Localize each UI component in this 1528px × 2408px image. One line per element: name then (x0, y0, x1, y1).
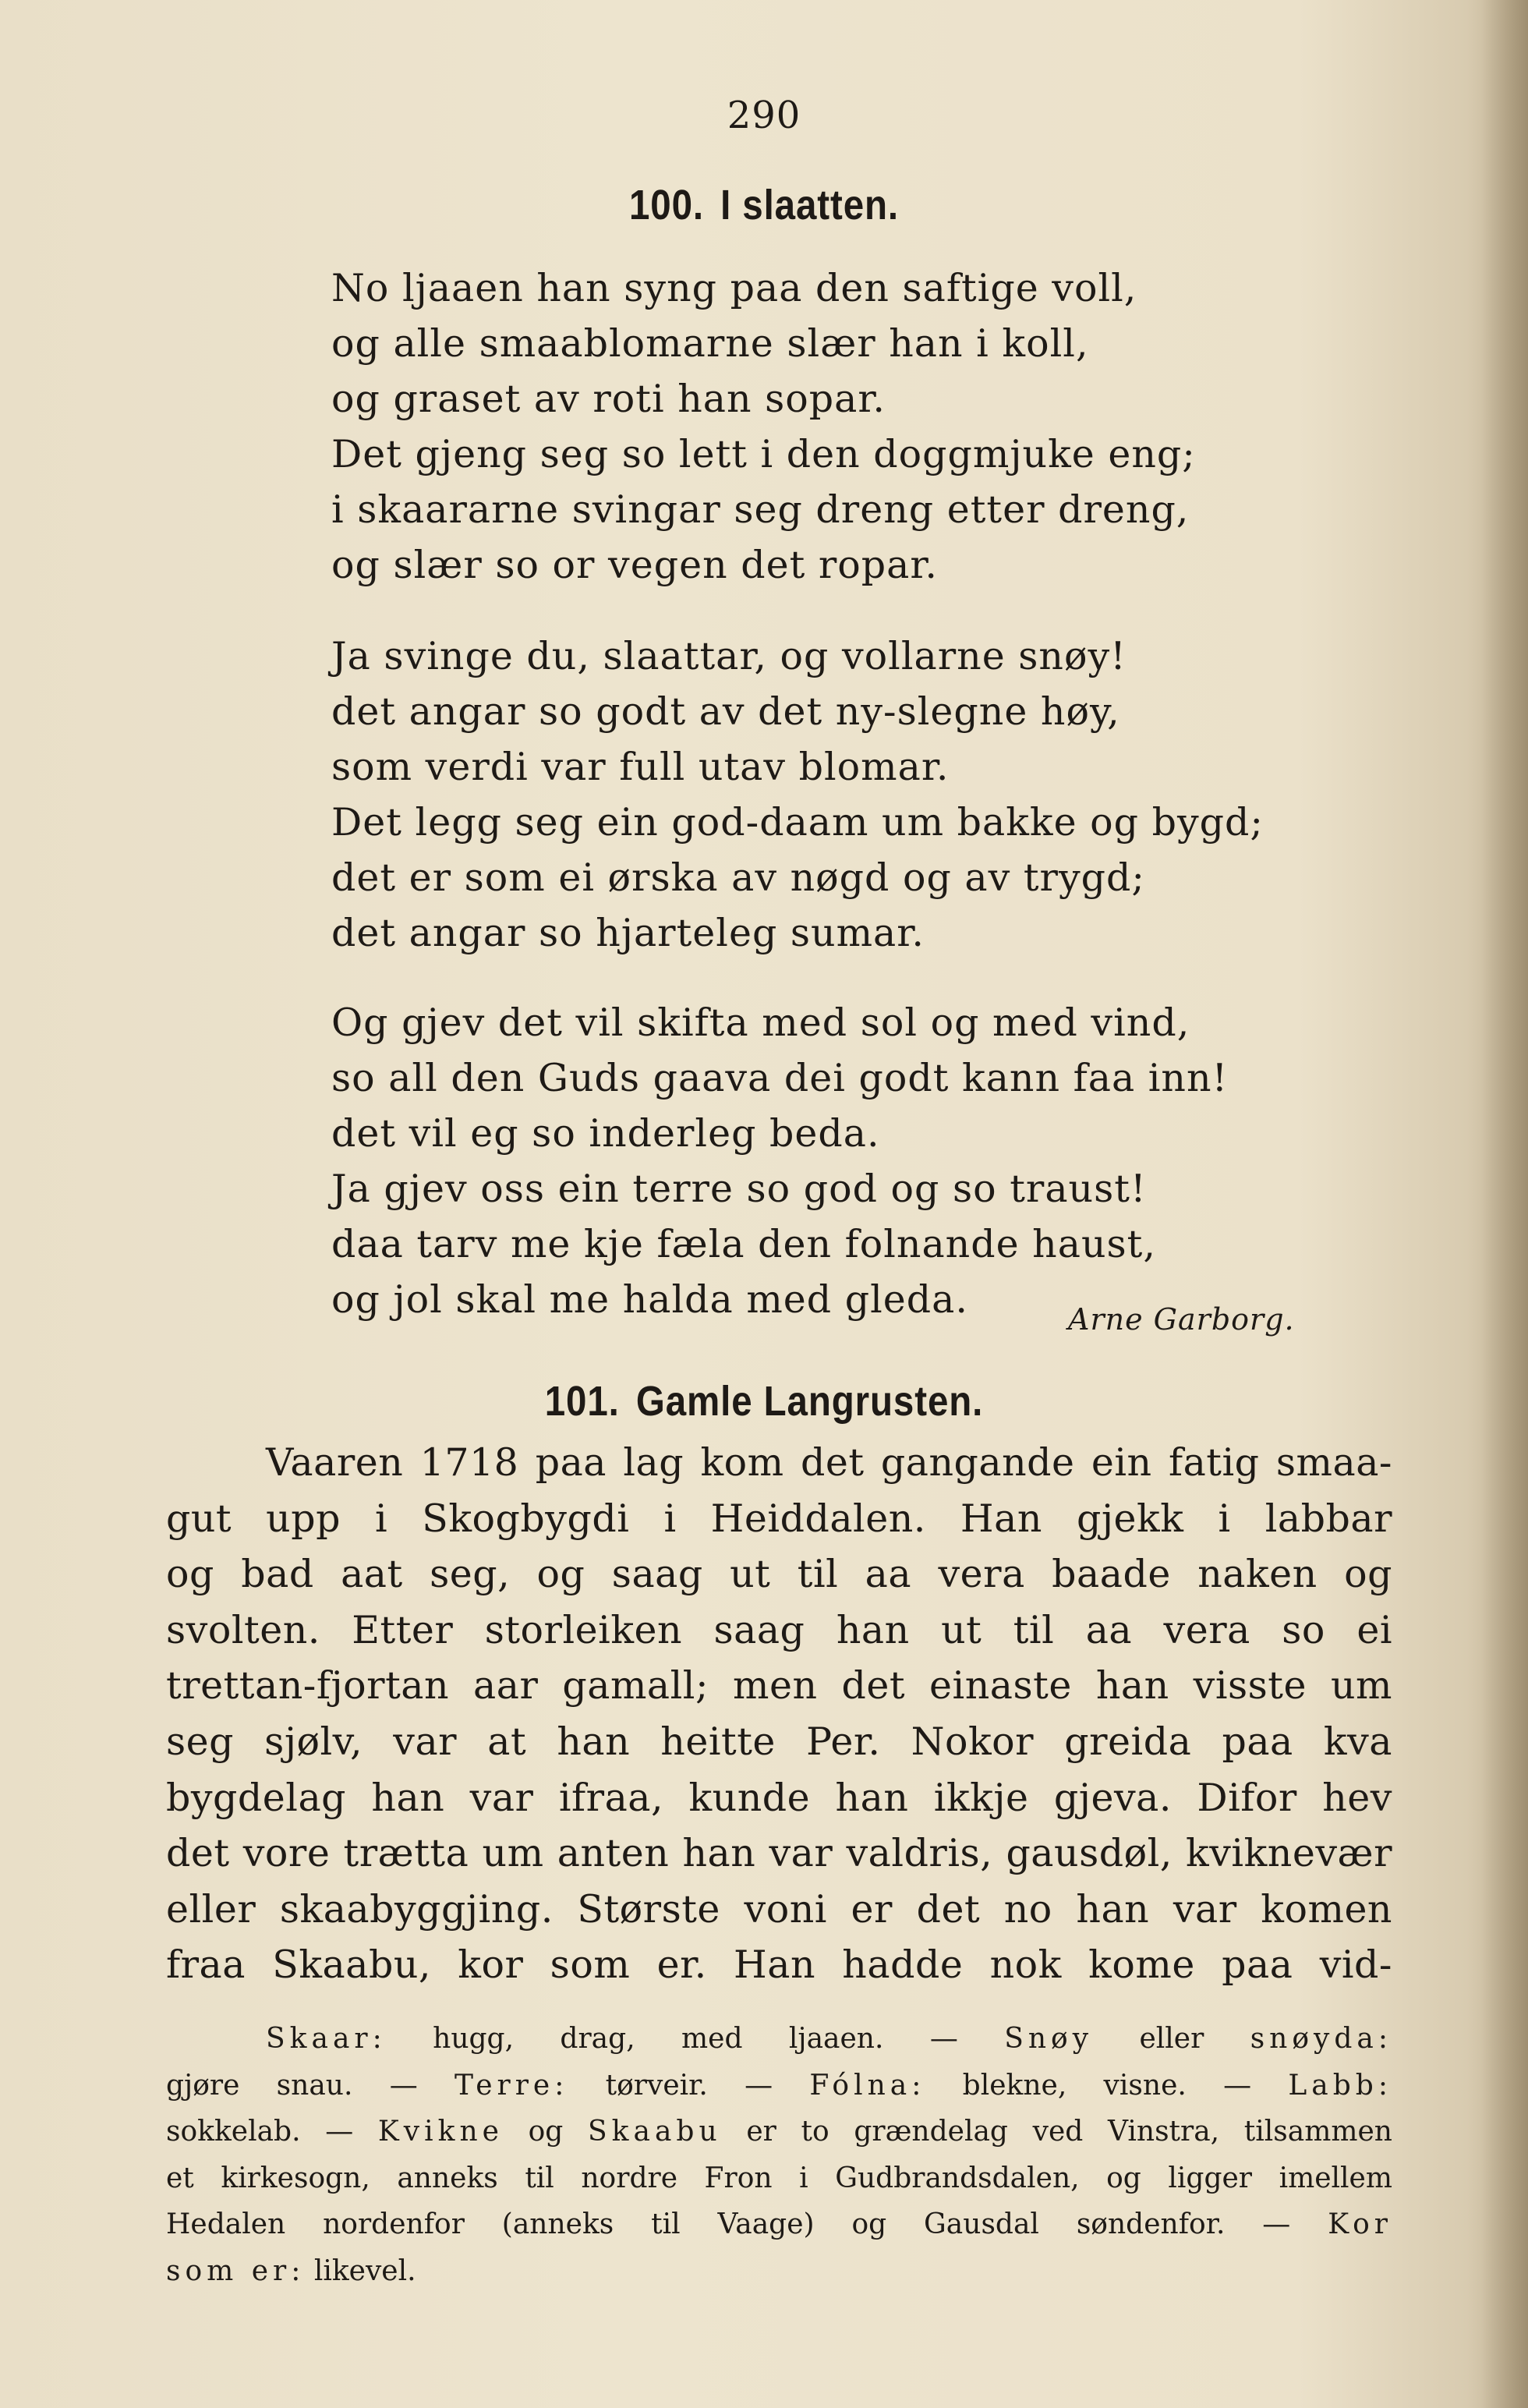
footnote-term: Terre: (454, 2069, 569, 2102)
footnote-line (166, 2155, 1392, 2202)
footnote-text: sokkelab. — (166, 2116, 378, 2148)
section-100-title: I slaatten. (720, 182, 900, 228)
poem-stanza-2 (331, 629, 1376, 961)
footnote-text: likevel. (305, 2254, 416, 2287)
poem-line: daa tarv me kje fæla den folnande haust, (331, 1222, 1156, 1266)
footnote-term: Skaar: (266, 2023, 387, 2055)
footnote-line (166, 2248, 1392, 2295)
section-100-number: 100. (628, 182, 704, 228)
body-line: eller skaabyggjing. Største voni er det no han var komen (166, 1886, 1392, 1932)
poem-line: Ja gjev oss ein terre so god og so traust! (331, 1167, 1147, 1211)
footnote-term: som er: (166, 2254, 306, 2287)
poem-line: det vil eg so inderleg beda. (331, 1111, 880, 1156)
footnote-line (166, 2109, 1392, 2155)
body-line: Vaaren 1718 paa lag kom det gangande ein fatig smaa- (266, 1440, 1392, 1485)
poem-line: og alle smaablomarne slær han i koll, (331, 321, 1089, 366)
poem-line: Ja svinge du, slaattar, og vollarne snøy! (331, 634, 1127, 678)
poem-line: det angar so hjarteleg sumar. (331, 911, 925, 955)
footnote-term: Labb: (1288, 2069, 1392, 2102)
footnote-line (166, 2016, 1392, 2063)
footnote-text: blekne, visne. — (925, 2069, 1289, 2102)
section-100-heading (92, 181, 1437, 229)
poem-line: som verdi var full utav blomar. (331, 745, 950, 789)
section-101-title: Gamle Langrusten. (635, 1378, 984, 1425)
poem-line: No ljaaen han syng paa den saftige voll, (331, 266, 1137, 310)
body-line: trettan-fjortan aar gamall; men det einaste han visste um (166, 1663, 1392, 1709)
footnote-line (166, 2201, 1392, 2248)
body-line: bygdelag han var ifraa, kunde han ikkje gjeva. Difor hev (166, 1775, 1392, 1820)
body-line: gut upp i Skogbygdi i Heiddalen. Han gjekk i labbar (166, 1496, 1392, 1541)
footnote-text: tørveir. — (568, 2069, 810, 2102)
poem-line: so all den Guds gaava dei godt kann faa inn! (331, 1056, 1229, 1100)
footnote-term: snøyda: (1250, 2023, 1392, 2055)
body-line: fraa Skaabu, kor som er. Han hadde nok kome paa vid- (166, 1942, 1392, 1988)
poem-stanza-1 (331, 260, 1376, 593)
footnote-term: Kor (1328, 2208, 1392, 2240)
footnote-text: og (503, 2116, 589, 2148)
body-line: det vore trætta um anten han var valdris, gausdøl, kviknevær (166, 1831, 1392, 1876)
footnote-text: et kirkesogn, anneks til nordre Fron i Gudbrandsdalen, og ligger imellem (166, 2162, 1392, 2194)
body-line: seg sjølv, var at han heitte Per. Nokor greida paa kva (166, 1719, 1392, 1764)
poem-line: det er som ei ørska av nøgd og av trygd; (331, 855, 1145, 900)
body-line: og bad aat seg, og saag ut til aa vera baade naken og (166, 1552, 1392, 1597)
footnote-term: Kvikne (377, 2116, 504, 2148)
section-101-body (166, 1435, 1392, 1993)
body-line: svolten. Etter storleiken saag han ut til aa vera so ei (166, 1607, 1392, 1652)
poem-line: i skaararne svingar seg dreng etter dreng, (331, 487, 1190, 532)
poem-line: det angar so godt av det ny-slegne høy, (331, 689, 1120, 734)
poem-line: og graset av roti han sopar. (331, 377, 886, 421)
footnote-text: gjøre snau. — (166, 2069, 455, 2102)
footnote-text: hugg, drag, med ljaaen. — (386, 2023, 1005, 2055)
poem-stanza-3 (331, 995, 1376, 1327)
poem-line: og jol skal me halda med gleda. (331, 1277, 968, 1322)
page-number: 290 (727, 94, 801, 137)
poem-line: Det legg seg ein god-daam um bakke og bygd; (331, 800, 1264, 845)
page-edge-shadow (1481, 0, 1528, 2408)
footnote-text: er to grændelag ved Vinstra, tilsammen (721, 2116, 1392, 2148)
poem-line: og slær so or vegen det ropar. (331, 543, 938, 587)
poem-line: Og gjev det vil skifta med sol og med vind, (331, 1000, 1190, 1045)
footnote-term: Skaabu (588, 2116, 722, 2148)
footnote-term: Fólna: (809, 2069, 926, 2102)
footnote-term: Snøy (1004, 2023, 1094, 2055)
section-101-heading (92, 1377, 1437, 1425)
footnote-line (166, 2063, 1392, 2109)
footnote-text: Hedalen nordenfor (anneks til Vaage) og Gausdal søndenfor. — (166, 2208, 1328, 2240)
footnotes (166, 2016, 1392, 2294)
poem-line: Det gjeng seg so lett i den doggmjuke eng; (331, 432, 1196, 476)
section-101-number: 101. (544, 1378, 620, 1425)
footnote-text: eller (1093, 2023, 1250, 2055)
poem-author-signature: Arne Garborg. (1068, 1302, 1295, 1337)
